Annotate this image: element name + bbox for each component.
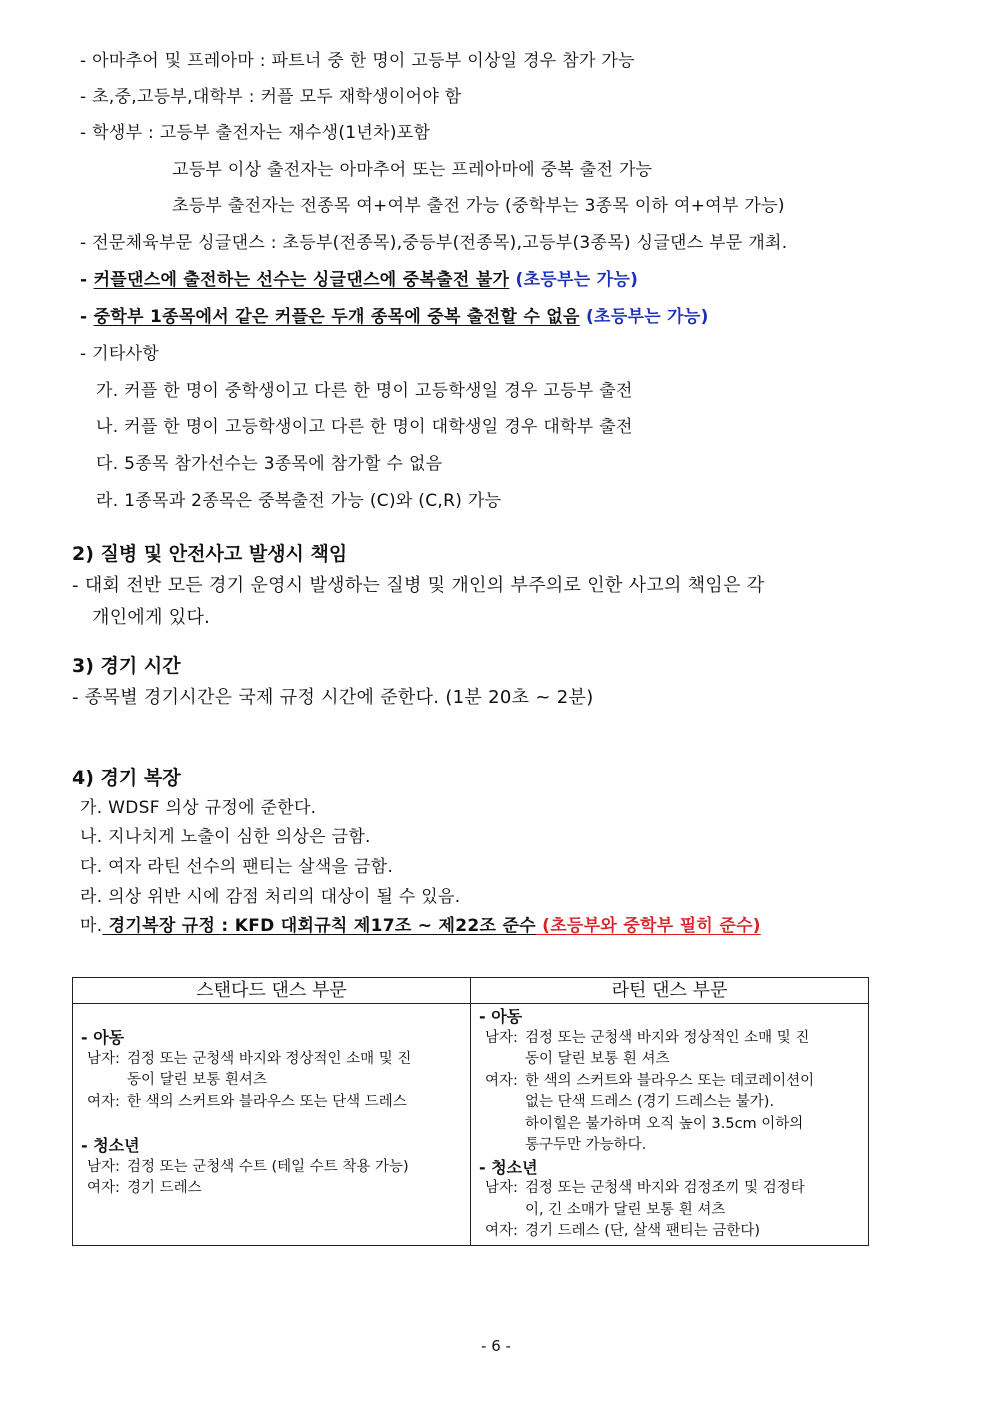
rule-middle-school-text: 중학부 1종목에서 같은 커플은 두개 종목에 중복 출전할 수 없음 [93,307,580,327]
rule-student-division-line2: 고등부 이상 출전자는 아마추어 또는 프레아마에 중복 출전 가능 [172,160,653,180]
label-male: 남자: [87,1050,120,1067]
rule-couple-no-single [80,269,638,291]
table-row [73,1004,869,1246]
standard-child-male-cont: 동이 달린 보통 흰셔츠 [127,1072,267,1088]
latin-child-female-cont: 없는 단색 드레스 (경기 드레스는 불가). [525,1094,775,1110]
rule-middle-note: (초등부는 가능) [579,307,709,327]
latin-child-female: 한 색의 스커트와 블라우스 또는 데코레이션이 [525,1072,815,1089]
rule-pro-single-dance: - 전문체육부문 싱글댄스 : 초등부(전종목),중등부(전종목),고등부(3종목) 싱글댄스 부문 개최. [80,233,788,253]
label-female: 여자: [485,1072,518,1089]
section-2-text-cont: 개인에게 있다. [92,607,211,628]
latin-cell [471,1004,869,1246]
dress-rule-note: (초등부와 중학부 필히 준수) [535,916,761,936]
label-male: 남자: [485,1180,518,1196]
label-male: 남자: [87,1158,120,1175]
page-number: - 6 - [481,1337,511,1355]
dress-rule-item: 라. 의상 위반 시에 감점 처리의 대상이 될 수 있음. [80,887,461,907]
dress-rule-item: 나. 지나치게 노출이 심한 의상은 금함. [80,827,371,847]
rule-student-division-line3: 초등부 출전자는 전종목 여+여부 출전 가능 (중학부는 3종목 이하 여+여부 가능) [172,196,785,216]
latin-youth-male-cont: 이, 긴 소매가 달린 보통 흰 셔츠 [525,1201,726,1218]
rule-dash: - [80,270,94,290]
etc-item: 가. 커플 한 명이 중학생이고 다른 한 명이 고등학생일 경우 고등부 출전 [96,381,633,401]
dress-rule-kfd: 경기복장 규정 : KFD 대회규칙 제17조 ~ 제22조 준수 [102,916,536,936]
latin-child-female-heels: 하이힐은 불가하며 오직 높이 3.5cm 이하의 [525,1115,804,1132]
rule-couple-note: (초등부는 가능) [509,270,639,290]
section-2-text: - 대회 전반 모든 경기 운영시 발생하는 질병 및 개인의 부주의로 인한 사고의 책임은 각 [72,575,765,596]
dress-rule-item: 가. WDSF 의상 규정에 준한다. [80,798,317,818]
standard-child-male: 검정 또는 군청색 바지와 정상적인 소매 및 진 [127,1050,412,1067]
table-header-row [73,978,869,1004]
latin-child-female-shoes: 통구두만 가능하다. [525,1137,647,1153]
label-female: 여자: [485,1223,518,1239]
standard-child-title: - 아동 [81,1028,125,1047]
etc-item: 다. 5종목 참가선수는 3종목에 참가할 수 없음 [96,454,443,474]
section-4-title: 4) 경기 복장 [72,767,181,789]
latin-youth-title: - 청소년 [479,1157,538,1177]
rule-dash: - [80,307,94,327]
latin-child-male: 검정 또는 군청색 바지와 정상적인 소매 및 진 [525,1029,810,1046]
latin-youth-female: 경기 드레스 (단, 살색 팬티는 금한다) [525,1223,761,1239]
rule-amateur-proam: - 아마추어 및 프레아마 : 파트너 중 한 명이 고등부 이상일 경우 참가 가능 [80,51,635,71]
label-male: 남자: [485,1029,518,1046]
latin-child-title: - 아동 [479,1007,523,1026]
dress-rule-marker: 마. [80,916,103,936]
label-female: 여자: [87,1093,120,1110]
standard-youth-male: 검정 또는 군청색 수트 (테일 수트 착용 가능) [127,1158,409,1175]
dress-code-table [72,977,869,1246]
latin-header: 라틴 댄스 부문 [471,978,869,1004]
standard-header: 스탠다드 댄스 부문 [73,978,471,1004]
rule-school-divisions: - 초,중,고등부,대학부 : 커플 모두 재학생이어야 함 [80,87,462,107]
rule-student-division: - 학생부 : 고등부 출전자는 재수생(1년차)포함 [80,123,431,143]
etc-title: - 기타사항 [80,344,160,364]
standard-youth-title: - 청소년 [81,1136,140,1155]
etc-item: 나. 커플 한 명이 고등학생이고 다른 한 명이 대학생일 경우 대학부 출전 [96,417,633,437]
dress-rule-last [80,915,761,937]
dress-rule-item: 다. 여자 라틴 선수의 팬티는 살색을 금함. [80,857,394,877]
section-3-text: - 종목별 경기시간은 국제 규정 시간에 준한다. (1분 20초 ~ 2분) [72,687,594,708]
latin-child-male-cont: 동이 달린 보통 흰 셔츠 [525,1051,670,1067]
standard-youth-female: 경기 드레스 [127,1180,202,1196]
section-2-title: 2) 질병 및 안전사고 발생시 책임 [72,543,348,565]
rule-middle-school [80,306,709,328]
etc-item: 라. 1종목과 2종목은 중복출전 가능 (C)와 (C,R) 가능 [96,491,502,511]
standard-cell [73,1004,471,1246]
section-3-title: 3) 경기 시간 [72,655,181,677]
rule-couple-no-single-text: 커플댄스에 출전하는 선수는 싱글댄스에 중복출전 불가 [93,270,510,290]
standard-child-female: 한 색의 스커트와 블라우스 또는 단색 드레스 [127,1093,407,1110]
latin-youth-male: 검정 또는 군청색 바지와 검정조끼 및 검정타 [525,1180,805,1196]
label-female: 여자: [87,1180,120,1196]
